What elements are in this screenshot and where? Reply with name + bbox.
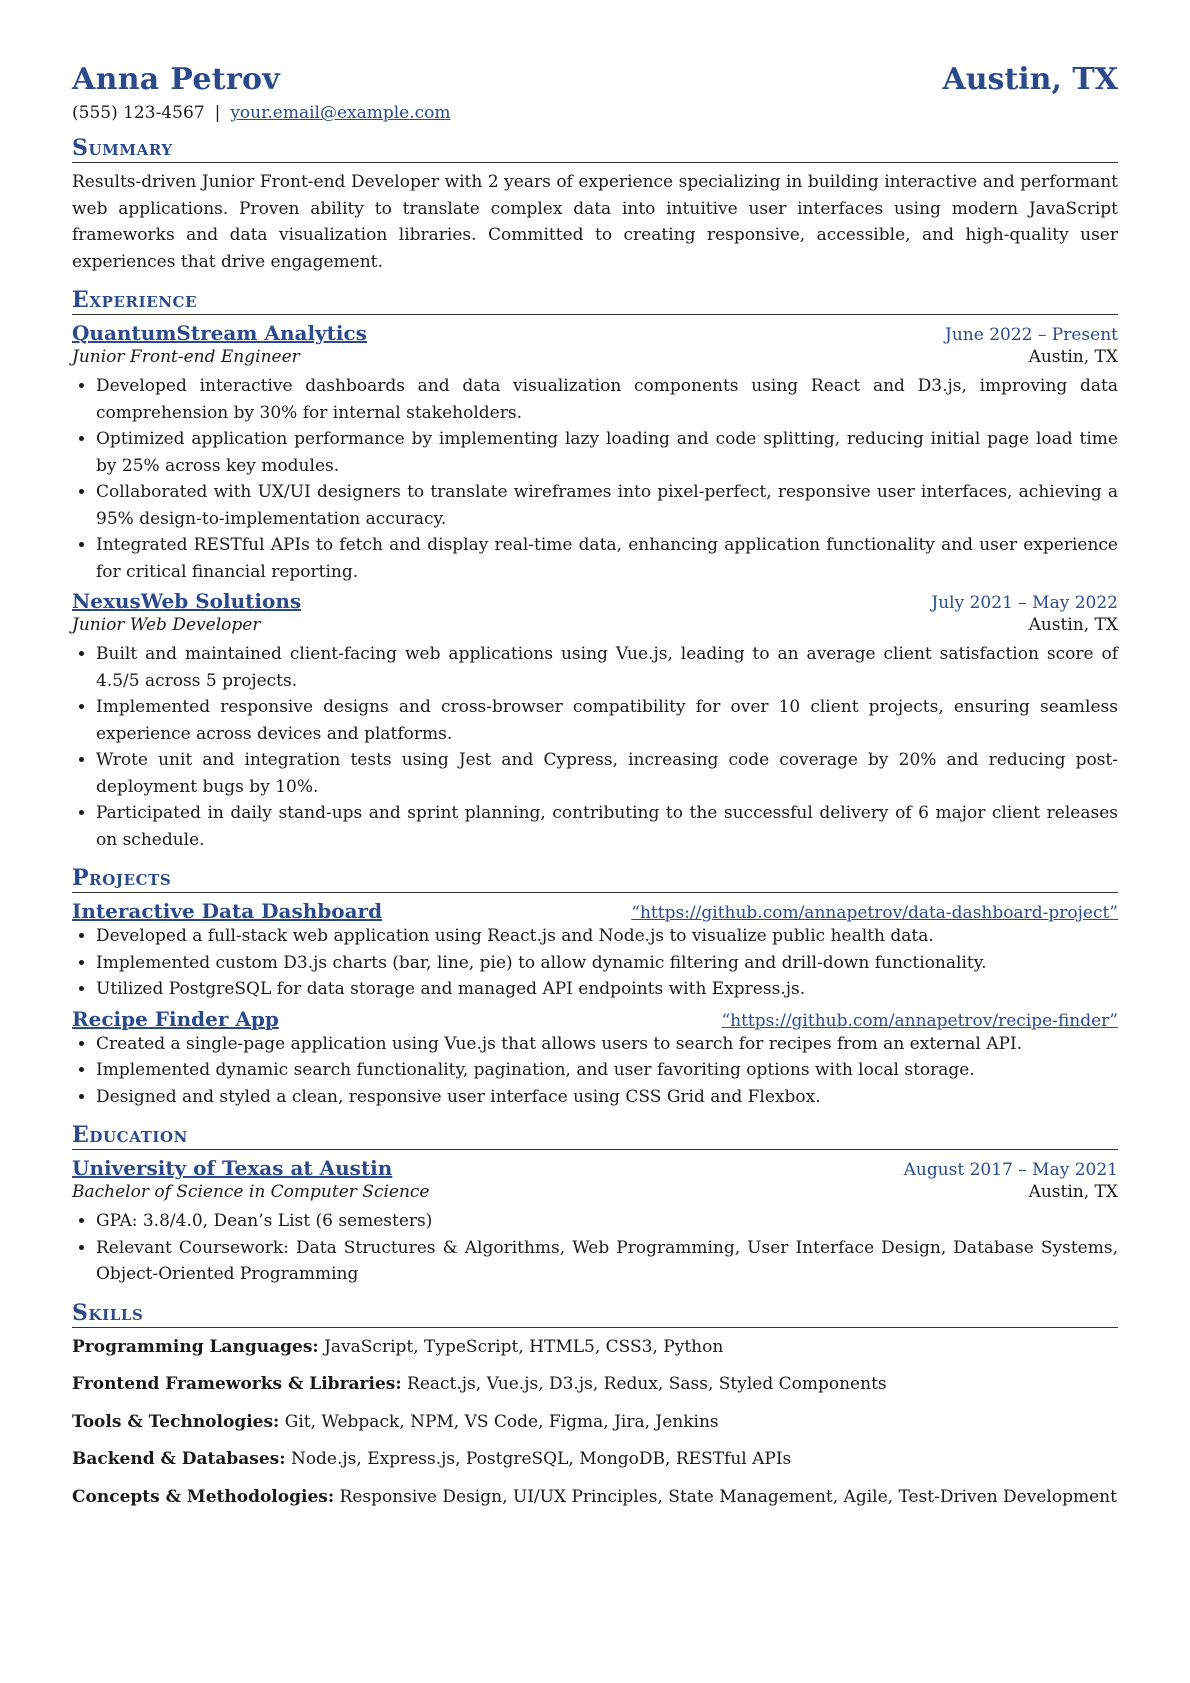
education-bullets: [72, 1208, 1118, 1288]
bullet-item: • Wrote unit and integration tests using Jest and Cypress, increasing code coverage by 20% and reducing post-deployment bugs by 10%.: [96, 747, 1118, 800]
skill-value: JavaScript, TypeScript, HTML5, CSS3, Python: [324, 1336, 724, 1357]
skill-row: [72, 1334, 1118, 1361]
skill-label: Tools & Technologies:: [72, 1411, 280, 1432]
bullet-item: • Implemented custom D3.js charts (bar, line, pie) to allow dynamic filtering and drill-down functionality.: [96, 950, 1118, 977]
bullet-item: • Created a single-page application using Vue.js that allows users to search for recipes from an external API.: [96, 1031, 1118, 1058]
experience-section: [72, 287, 1118, 853]
resume-header: [72, 62, 1118, 97]
project-entry: [72, 1007, 1118, 1111]
bullet-item: • GPA: 3.8/4.0, Dean’s List (6 semesters): [96, 1208, 1118, 1235]
job-dates: June 2022 – Present: [945, 325, 1118, 345]
skill-row: [72, 1446, 1118, 1473]
section-title-summary: Summary: [72, 135, 1118, 163]
job-entry: [72, 589, 1118, 853]
skill-label: Programming Languages:: [72, 1336, 319, 1357]
skill-label: Frontend Frameworks & Libraries:: [72, 1374, 402, 1394]
education-dates: August 2017 – May 2021: [903, 1160, 1118, 1180]
skill-value: Node.js, Express.js, PostgreSQL, MongoDB, RESTful APIs: [290, 1449, 792, 1469]
degree: Bachelor of Science in Computer Science: [72, 1182, 430, 1202]
summary-text: Results-driven Junior Front-end Developer with 2 years of experience specializing in building interactive and performant web applications. Proven ability to translate complex data into intuitive user interfaces using modern JavaScript frameworks and data visualization libraries. Committed to creating responsive, accessible, and high-quality user experiences that drive engagement.: [72, 172, 1118, 272]
project-name-link[interactable]: Recipe Finder App: [72, 1006, 279, 1031]
candidate-name: Anna Petrov: [72, 62, 281, 97]
school-link[interactable]: University of Texas at Austin: [72, 1156, 393, 1180]
job-bullets: [72, 641, 1118, 853]
skill-value: Git, Webpack, NPM, VS Code, Figma, Jira, Jenkins: [284, 1411, 719, 1432]
bullet-item: • Developed a full-stack web application using React.js and Node.js to visualize public health data.: [96, 923, 1118, 950]
skill-value: Responsive Design, UI/UX Principles, State Management, Agile, Test-Driven Development: [339, 1486, 1117, 1507]
project-url-link[interactable]: “https://github.com/annapetrov/data-dashboard-project”: [631, 903, 1118, 923]
contact-separator: |: [214, 103, 221, 123]
job-location: Austin, TX: [1028, 347, 1118, 367]
email-link[interactable]: your.email@example.com: [230, 103, 451, 123]
contact-line: [72, 103, 1118, 123]
projects-section: [72, 865, 1118, 1110]
bullet-item: • Integrated RESTful APIs to fetch and display real-time data, enhancing application functionality and user experience for critical financial reporting.: [96, 532, 1118, 585]
education-location: Austin, TX: [1028, 1182, 1118, 1202]
section-title-experience: Experience: [72, 287, 1118, 315]
education-section: [72, 1122, 1118, 1288]
bullet-item: • Optimized application performance by implementing lazy loading and code splitting, reducing initial page load time by 25% across key modules.: [96, 426, 1118, 479]
phone-number: (555) 123-4567: [72, 103, 205, 123]
job-dates: July 2021 – May 2022: [931, 593, 1118, 613]
section-title-skills: Skills: [72, 1300, 1118, 1328]
skill-label: Backend & Databases:: [72, 1449, 286, 1469]
bullet-item: • Collaborated with UX/UI designers to translate wireframes into pixel-perfect, responsive user interfaces, achieving a 95% design-to-implementation accuracy.: [96, 479, 1118, 532]
bullet-item: • Designed and styled a clean, responsive user interface using CSS Grid and Flexbox.: [96, 1084, 1118, 1111]
project-entry: [72, 899, 1118, 1003]
job-role: Junior Web Developer: [72, 615, 261, 635]
job-entry: [72, 321, 1118, 585]
bullet-item: • Implemented responsive designs and cross-browser compatibility for over 10 client projects, ensuring seamless experience across devices and platforms.: [96, 694, 1118, 747]
skill-row: [72, 1484, 1118, 1511]
project-bullets: [72, 1031, 1118, 1111]
skill-row: [72, 1409, 1118, 1436]
skill-row: [72, 1371, 1118, 1398]
project-name-link[interactable]: Interactive Data Dashboard: [72, 899, 383, 923]
company-link[interactable]: QuantumStream Analytics: [72, 321, 367, 345]
summary-section: [72, 135, 1118, 275]
bullet-item: • Relevant Coursework: Data Structures & Algorithms, Web Programming, User Interface Design, Database Systems, Object-Oriented Programming: [96, 1235, 1118, 1288]
job-location: Austin, TX: [1028, 615, 1118, 635]
bullet-item: • Utilized PostgreSQL for data storage and managed API endpoints with Express.js.: [96, 976, 1118, 1003]
company-link[interactable]: NexusWeb Solutions: [72, 589, 302, 613]
job-role: Junior Front-end Engineer: [72, 347, 300, 367]
section-title-education: Education: [72, 1122, 1118, 1150]
skill-label: Concepts & Methodologies:: [72, 1486, 335, 1507]
job-bullets: [72, 373, 1118, 585]
section-title-projects: Projects: [72, 865, 1118, 893]
candidate-location: Austin, TX: [942, 62, 1118, 97]
project-url-link[interactable]: “https://github.com/annapetrov/recipe-finder”: [721, 1010, 1118, 1031]
bullet-item: • Participated in daily stand-ups and sprint planning, contributing to the successful delivery of 6 major client releases on schedule.: [96, 800, 1118, 853]
bullet-item: • Built and maintained client-facing web applications using Vue.js, leading to an average client satisfaction score of 4.5/5 across 5 projects.: [96, 641, 1118, 694]
skill-value: React.js, Vue.js, D3.js, Redux, Sass, Styled Components: [407, 1374, 887, 1394]
education-entry: [72, 1156, 1118, 1288]
bullet-item: • Implemented dynamic search functionality, pagination, and user favoriting options with local storage.: [96, 1057, 1118, 1084]
skills-section: [72, 1300, 1118, 1511]
project-bullets: [72, 923, 1118, 1003]
bullet-item: • Developed interactive dashboards and data visualization components using React and D3.js, improving data comprehension by 30% for internal stakeholders.: [96, 373, 1118, 426]
